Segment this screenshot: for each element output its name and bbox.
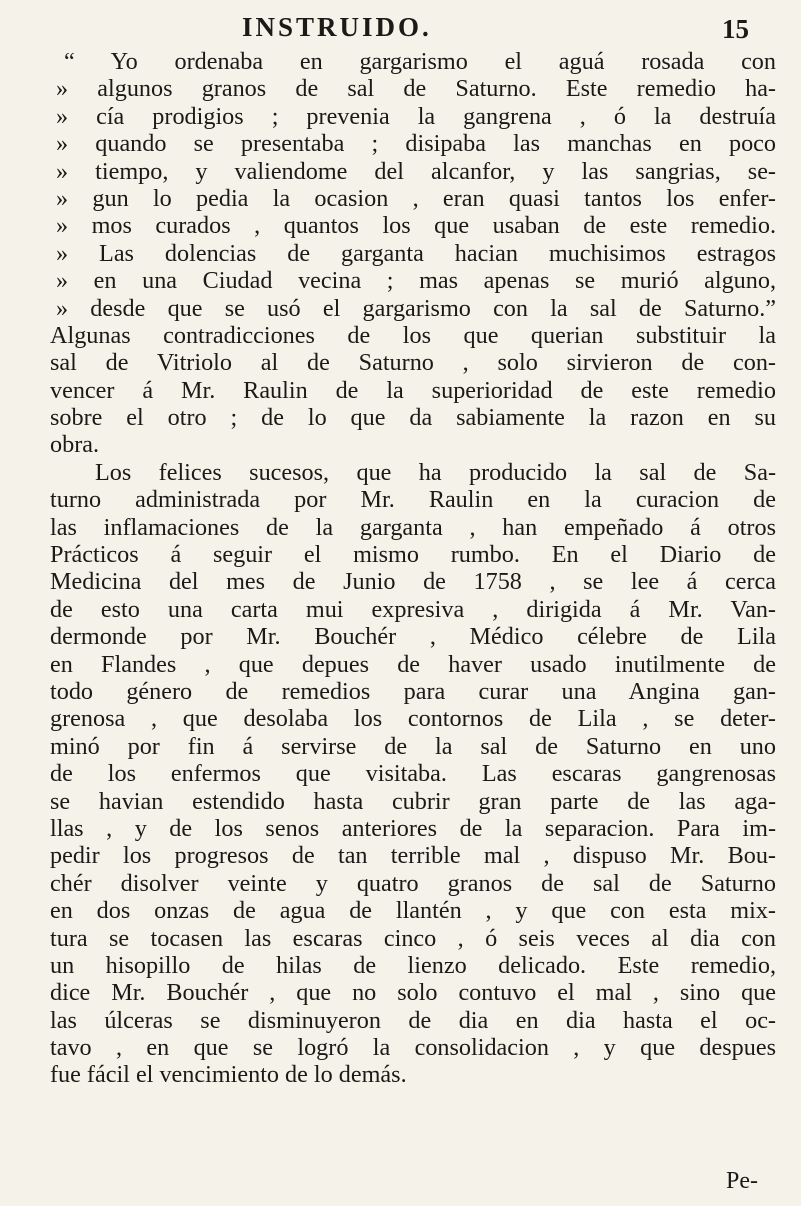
text-line: Algunas contradicciones de los que querian substituir la	[50, 321, 776, 349]
text-line: » tiempo, y valiendome del alcanfor, y las sangrias, se-	[56, 157, 776, 185]
text-line: de los enfermos que visitaba. Las escaras gangrenosas	[50, 760, 776, 788]
running-title: INSTRUIDO.	[242, 12, 432, 42]
page-number: 15	[722, 14, 749, 44]
text-line: Medicina del mes de Junio de 1758 , se lee á cerca	[50, 568, 776, 596]
text-line: » mos curados , quantos los que usaban de este remedio.	[56, 212, 776, 240]
text-line: sal de Vitriolo al de Saturno , solo sirvieron de con-	[50, 349, 776, 377]
text-line: Prácticos á seguir el mismo rumbo. En el Diario de	[50, 541, 776, 569]
text-line: “ Yo ordenaba en gargarismo el aguá rosada con	[64, 48, 776, 75]
text-line: dice Mr. Bouchér , que no solo contuvo el mal , sino que	[50, 979, 776, 1007]
text-line: todo género de remedios para curar una Angina gan-	[50, 677, 776, 705]
text-line: sobre el otro ; de lo que da sabiamente la razon en su	[50, 404, 776, 432]
text-line: dermonde por Mr. Bouchér , Médico célebre de Lila	[50, 623, 776, 651]
text-line: de esto una carta mui expresiva , dirigida á Mr. Van-	[50, 595, 776, 623]
text-line: se havian estendido hasta cubrir gran parte de las aga-	[50, 787, 776, 815]
text-line: » algunos granos de sal de Saturno. Este remedio ha-	[56, 75, 776, 103]
text-line: » en una Ciudad vecina ; mas apenas se murió alguno,	[56, 267, 776, 295]
text-line: minó por fin á servirse de la sal de Saturno en uno	[50, 732, 776, 760]
catchword: Pe-	[726, 1168, 758, 1194]
text-line: las úlceras se disminuyeron de dia en dia hasta el oc-	[50, 1006, 776, 1034]
text-line: en Flandes , que depues de haver usado inutilmente de	[50, 650, 776, 678]
text-line: chér disolver veinte y quatro granos de sal de Saturno	[50, 869, 776, 897]
text-line: grenosa , que desolaba los contornos de Lila , se deter-	[50, 705, 776, 733]
text-line: en dos onzas de agua de llantén , y que con esta mix-	[50, 897, 776, 925]
text-line: pedir los progresos de tan terrible mal , dispuso Mr. Bou-	[50, 842, 776, 870]
text-line: las inflamaciones de la garganta , han empeñado á otros	[50, 513, 776, 541]
text-line: vencer á Mr. Raulin de la superioridad de este remedio	[50, 376, 776, 404]
body-text	[50, 48, 776, 1089]
text-line: » Las dolencias de garganta hacian muchisimos estragos	[56, 239, 776, 267]
text-line: fue fácil el vencimiento de lo demás.	[50, 1061, 407, 1089]
running-head	[0, 8, 801, 44]
text-line: tavo , en que se logró la consolidacion , y que despues	[50, 1034, 776, 1062]
text-line: turno administrada por Mr. Raulin en la curacion de	[50, 486, 776, 514]
text-line: tura se tocasen las escaras cinco , ó seis veces al dia con	[50, 924, 776, 952]
text-line: » desde que se usó el gargarismo con la sal de Saturno.”	[56, 294, 776, 322]
text-line: » quando se presentaba ; disipaba las manchas en poco	[56, 130, 776, 158]
text-line: un hisopillo de hilas de lienzo delicado. Este remedio,	[50, 951, 776, 979]
text-line: obra.	[50, 431, 100, 459]
text-line: Los felices sucesos, que ha producido la sal de Sa-	[95, 458, 776, 486]
text-line: llas , y de los senos anteriores de la separacion. Para im-	[50, 814, 776, 842]
text-line: » gun lo pedia la ocasion , eran quasi tantos los enfer-	[56, 184, 776, 212]
text-line: » cía prodigios ; prevenia la gangrena , ó la destruía	[56, 102, 776, 130]
